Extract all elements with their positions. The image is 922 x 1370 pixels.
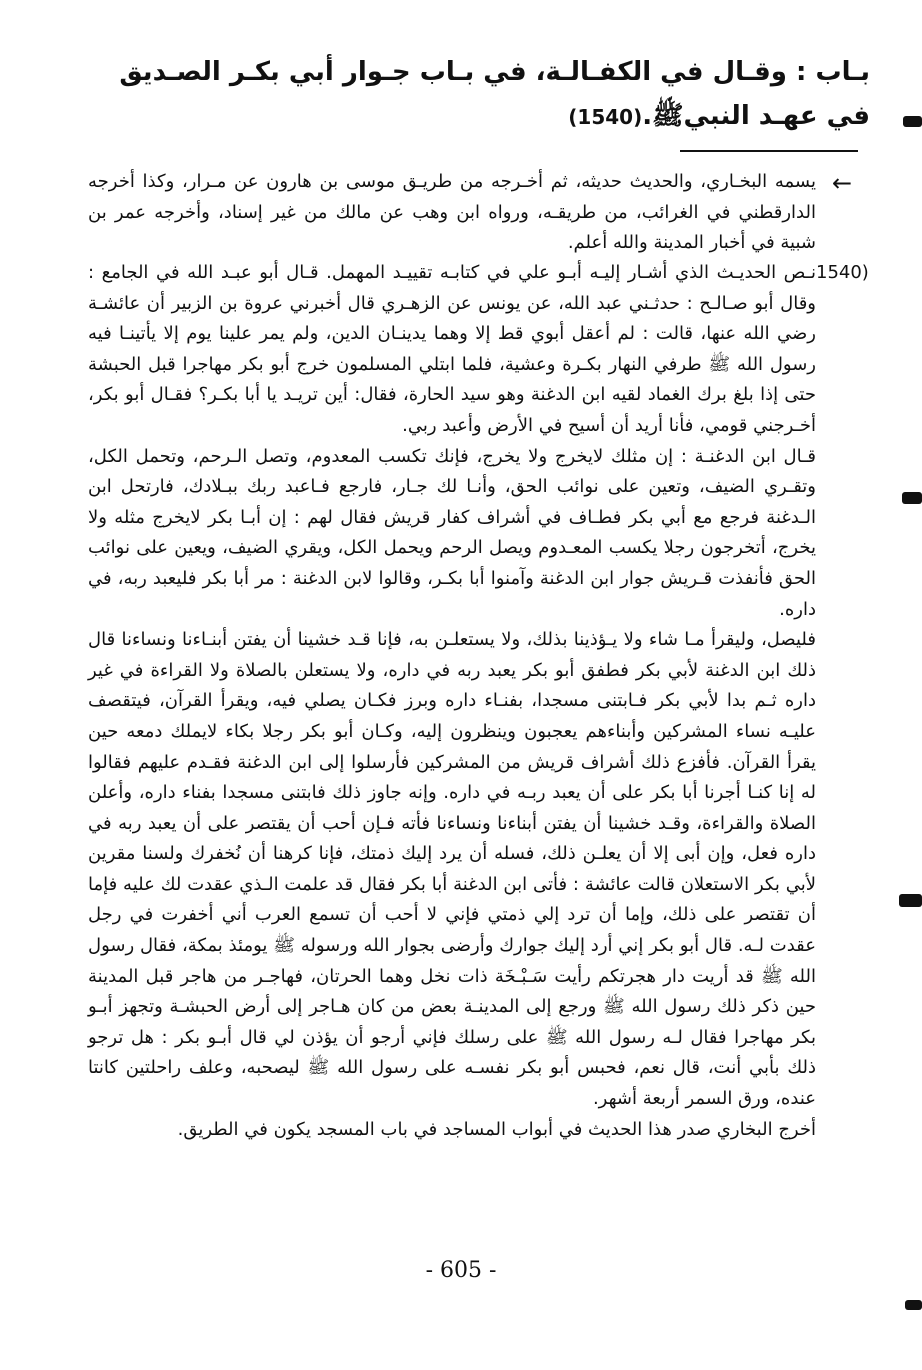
footnote-1540 — [88, 258, 816, 1145]
footnote-paragraph-1: نـص الحديـث الذي أشـار إليـه أبـو علي في كتابـه تقييـد المهمل. قـال أبو عبـد الله في الجامع : وقال أبو صـالـح : حدثـني عبد الله، عن يونس عن الزهـري قال أخبرني عروة بن الزبير أن عائشـة رضي الله عنها، قالت : لم أعقل أبوي قط إلا وهما يدينـان الدين، ولم يمر علينا يوم إلا يأتينـا فيه رسول الله ﷺ طرفي النهار بكـرة وعشية، فلما ابتلي المسلمون خرج أبو بكر مهاجرا قبل الحبشة حتى إذا بلغ برك الغماد لقيه ابن الدغنة وهو سيد الحارة، فقال: أين تريـد يا أبا بكـر؟ فقـال أبو بكر، أخـرجني قومي، فأنا أريد أن أسيح في الأرض وأعبد ربي. — [88, 262, 816, 436]
chapter-heading — [85, 50, 870, 139]
continuation-arrow-icon: ← — [832, 169, 853, 197]
scan-edge-mark — [903, 116, 922, 127]
footnote-separator — [680, 150, 858, 152]
scan-edge-mark — [899, 894, 922, 907]
footnote-paragraph-4: أخرج البخاري صدر هذا الحديث في أبواب المساجد في باب المسجد يكون في الطريق. — [177, 1118, 816, 1140]
scan-edge-mark — [905, 1300, 922, 1310]
footnote-continued — [88, 167, 816, 259]
footnote-paragraph-2: قـال ابن الدغنـة : إن مثلك لايخرج ولا يخرج، فإنك تكسب المعدوم، وتصل الـرحم، وتحمل الكل، وتقـري الضيف، وتعين على نوائب الحق، وأنـا لك جـار، فارجع فـاعبد ربك ببـلادك، فارتحل ابن الـدغنة فرجع مع أبي بكر فطـاف في أشراف كفار قريش فقال لهم : إن أبـا بكر لايخرج مثله ولا يخرج، أتخرجون رجلا يكسب المعـدوم ويصل الرحم ويحمل الكل، ويقري الضيف، ويعين على نوائب الحق فأنفذت قـريش جوار ابن الدغنة وآمنوا أبا بكـر، وقالوا لابن الدغنة : مر أبا بكر فليعبد ربه، في داره. — [88, 445, 816, 620]
chapter-heading-text: بـاب : وقـال في الكفـالـة، في بـاب جـوار أبي بكـر الصـديق في عهـد النبيﷺ. — [119, 57, 870, 131]
footnote-continued-text: يسمه البخـاري، والحديث حديثه، ثم أخـرجه من طريـق موسى بن هارون عن مـرار، وكذا أخرجه الدارقطني في الغرائب، من طريقـه، ورواه ابن وهب عن مالك من غير إسناد، وأخرجه عمر بن شبية في أخبار المدينة والله أعلم. — [88, 171, 816, 254]
scan-edge-mark — [902, 492, 922, 504]
chapter-heading-ref: (1540) — [568, 105, 643, 129]
footnote-paragraph-3: فليصل، وليقرأ مـا شاء ولا يـؤذينا بذلك، ولا يستعلـن به، فإنا قـد خشينا أن يفتن أبنـاءنا ونساءنا قال ذلك ابن الدغنة لأبي بكر فطفق أبو بكر يعبد ربه في داره، ولا يستعلن بالصلاة ولا القراءة في غير داره ثـم بدا لأبي بكر فـابتنى مسجدا، بفنـاء داره وبرز فكـان يصلي فيه، ويقرأ القرآن، فيتقصف عليـه نساء المشركين وأبناءهم يعجبون وينظرون إليه، وكـان أبو بكر رجلا بكاء لايملك دمعه حين يقرأ القرآن. فأفزع ذلك أشراف قريش من المشركين فأرسلوا إلى ابن الدغنة فقـدم عليهم فقالوا له إنا كنـا أجرنا أبا بكر على أن يعبد ربـه في داره. وإنه جاوز ذلك فابتنى مسجدا بفناء داره، وأعلن الصلاة والقراءة، وقـد خشينا أن يفتن أبناءنا ونساءنا فأته فـإن أحب أن يقتصر على أن يعبد ربه في داره فعل، وإن أبى إلا أن يعلـن ذلك، فسله أن يرد إليك ذمتك، فإنا كرهنا أن نُخفرك ولسنا مقرين لأبي بكر الاستعلان قالت عائشة : فأتى ابن الدغنة أبا بكر فقال قد علمت الـذي عقدت لك عليه فإما أن تقتصر على ذلك، وإما أن ترد إلي ذمتي فإني لا أحب أن تسمع العرب أني أخفرت في رجل عقدت لـه. قال أبو بكر إني أرد إليك جوارك وأرضى بجوار الله ورسوله ﷺ يومئذ بمكة، فقال رسول الله ﷺ قد أريت دار هجرتكم رأيت سَـبْـخَة ذات نخل وهما الحرتان، فهاجـر من هاجر قبل المدينة حين ذكر ذلك رسول الله ﷺ ورجع إلى المدينـة بعض من كان هـاجر إلى أرض الحبشـة وتجهز أبـو بكر مهاجرا فقال لـه رسول الله ﷺ على رسلك فإني أرجو أن يؤذن لي قال أبـو بكر : هل ترجو ذلك بأبي أنت، قال نعم، فحبس أبو بكر نفسـه على رسول الله ﷺ ليصحبه، وعلف راحلتين كانتا عنده، ورق السمر أربعة أشهر. — [88, 629, 816, 1110]
footnote-number: 1540) — [816, 262, 869, 283]
page-number: - 605 - — [425, 1258, 497, 1283]
